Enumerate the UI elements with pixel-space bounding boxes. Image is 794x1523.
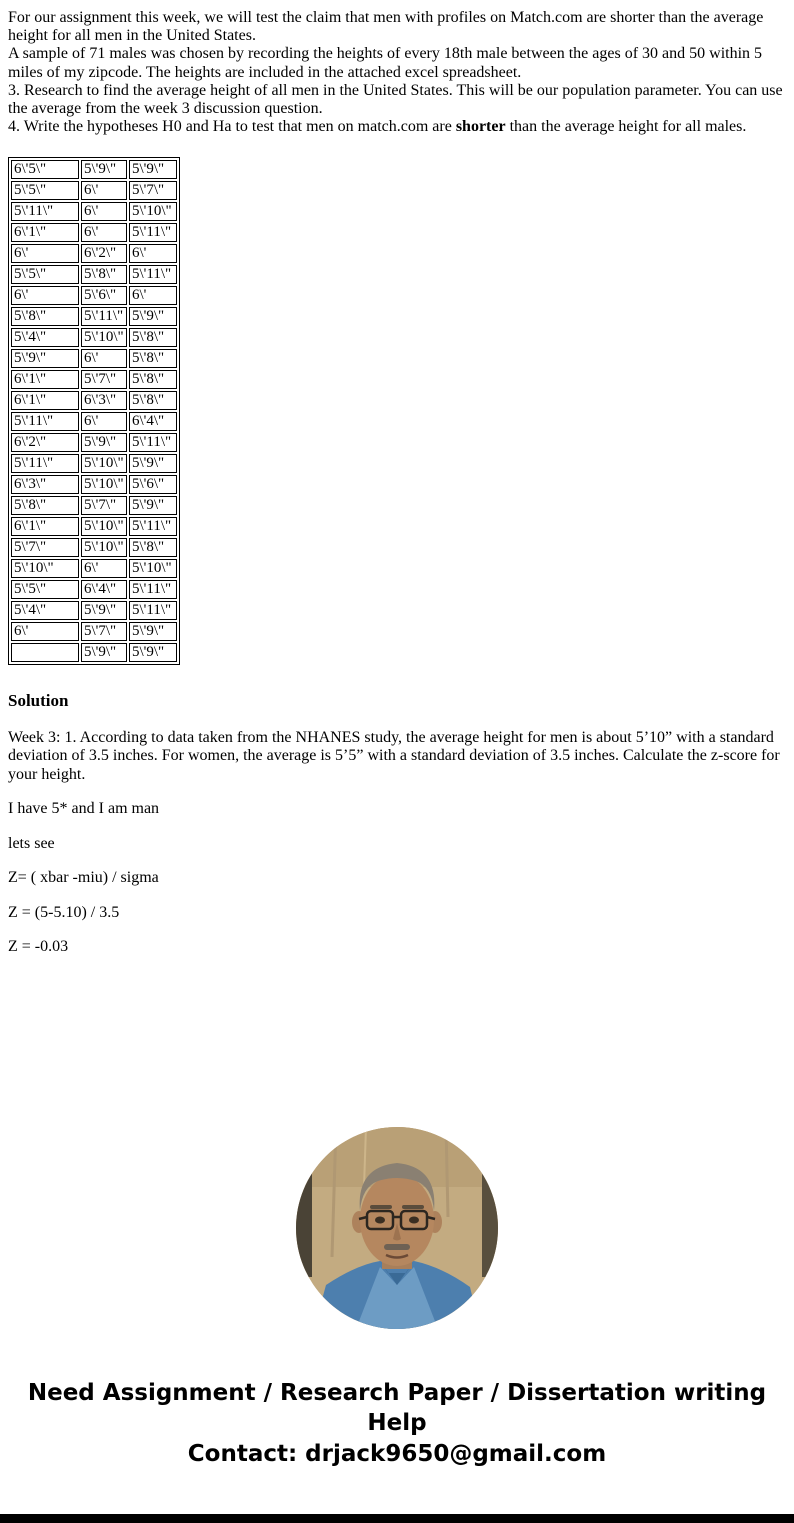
table-row xyxy=(11,307,177,326)
table-row xyxy=(11,181,177,200)
assignment-paragraph-4 xyxy=(8,118,786,136)
table-cell: 6\'1\" xyxy=(11,391,79,410)
table-cell: 6\' xyxy=(81,202,127,221)
table-cell: 6\'2\" xyxy=(81,244,127,263)
table-cell: 6\' xyxy=(11,286,79,305)
table-cell: 5\'6\" xyxy=(129,475,177,494)
table-cell: 5\'8\" xyxy=(129,538,177,557)
table-cell: 5\'6\" xyxy=(81,286,127,305)
table-cell: 5\'7\" xyxy=(81,370,127,389)
table-cell: 5\'11\" xyxy=(11,412,79,431)
assignment-paragraph-2: A sample of 71 males was chosen by recording the heights of every 18th male between the ages of 30 and 50 within 5 miles of my zipcode. The heights are included in the attached excel spreadsheet. xyxy=(8,45,763,81)
paragraph-4-bold-shorter: shorter xyxy=(455,118,506,136)
table-cell: 5\'8\" xyxy=(11,307,79,326)
table-cell: 5\'5\" xyxy=(11,580,79,599)
table-cell: 5\'10\" xyxy=(129,559,177,578)
table-cell: 5\'9\" xyxy=(129,643,177,662)
table-cell: 6\' xyxy=(81,223,127,242)
table-cell: 5\'10\" xyxy=(81,475,127,494)
table-cell: 5\'11\" xyxy=(81,307,127,326)
table-cell: 6\' xyxy=(11,622,79,641)
table-cell: 5\'9\" xyxy=(129,307,177,326)
bottom-black-bar xyxy=(0,1514,794,1523)
table-cell: 5\'8\" xyxy=(129,349,177,368)
table-cell: 6\' xyxy=(81,349,127,368)
table-cell: 5\'4\" xyxy=(11,328,79,347)
table-cell: 5\'11\" xyxy=(129,601,177,620)
table-cell: 5\'10\" xyxy=(129,202,177,221)
table-cell: 5\'7\" xyxy=(11,538,79,557)
table-cell: 6\' xyxy=(81,559,127,578)
assignment-paragraph-3: 3. Research to find the average height of all men in the United States. This will be our population parameter. You can use the average from the week 3 discussion question. xyxy=(8,81,783,118)
solution-paragraph-6: Z = -0.03 xyxy=(8,938,69,956)
table-row xyxy=(11,475,177,494)
table-cell: 5\'9\" xyxy=(81,643,127,662)
profile-photo xyxy=(296,1127,498,1329)
table-cell: 5\'7\" xyxy=(129,181,177,200)
assignment-paragraph-1: For our assignment this week, we will test the claim that men with profiles on Match.com are shorter than the average height for all men in the United States. xyxy=(8,9,764,45)
table-cell: 5\'8\" xyxy=(81,265,127,284)
table-cell: 6\'1\" xyxy=(11,370,79,389)
table-cell xyxy=(11,643,79,662)
table-cell: 5\'8\" xyxy=(129,328,177,347)
table-cell: 6\'1\" xyxy=(11,517,79,536)
footer-banner xyxy=(8,1379,786,1470)
table-cell: 5\'4\" xyxy=(11,601,79,620)
table-row xyxy=(11,244,177,263)
table-row xyxy=(11,559,177,578)
table-cell: 5\'11\" xyxy=(11,454,79,473)
table-cell: 6\'2\" xyxy=(11,433,79,452)
table-cell: 5\'11\" xyxy=(129,433,177,452)
heights-table-body xyxy=(11,160,177,662)
table-cell: 6\'3\" xyxy=(81,391,127,410)
table-cell: 6\'4\" xyxy=(129,412,177,431)
table-cell: 6\'1\" xyxy=(11,223,79,242)
table-row xyxy=(11,202,177,221)
table-row xyxy=(11,265,177,284)
table-row xyxy=(11,412,177,431)
table-row xyxy=(11,370,177,389)
table-cell: 5\'7\" xyxy=(81,496,127,515)
table-cell: 5\'9\" xyxy=(81,433,127,452)
table-cell: 6\'4\" xyxy=(81,580,127,599)
table-cell: 5\'11\" xyxy=(129,265,177,284)
table-row xyxy=(11,328,177,347)
heights-table xyxy=(8,157,180,665)
table-cell: 5\'5\" xyxy=(11,265,79,284)
table-row xyxy=(11,160,177,179)
table-cell: 5\'9\" xyxy=(81,160,127,179)
table-cell: 5\'9\" xyxy=(129,622,177,641)
table-cell: 6\' xyxy=(129,286,177,305)
solution-paragraph-1: Week 3: 1. According to data taken from the NHANES study, the average height for men is about 5’10” with a standard deviation of 3.5 inches. For women, the average is 5’5” with a standard deviation of 3.5 inches. Calculate the z-score for your height. xyxy=(8,728,780,783)
solution-heading: Solution xyxy=(8,690,69,710)
table-cell: 5\'9\" xyxy=(81,601,127,620)
table-cell: 5\'10\" xyxy=(81,328,127,347)
table-row xyxy=(11,286,177,305)
solution-paragraph-2: I have 5* and I am man xyxy=(8,800,160,818)
table-cell: 5\'11\" xyxy=(129,223,177,242)
solution-paragraph-3: lets see xyxy=(8,834,55,852)
table-cell: 5\'11\" xyxy=(129,580,177,599)
table-cell: 5\'5\" xyxy=(11,181,79,200)
table-row xyxy=(11,643,177,662)
table-row xyxy=(11,538,177,557)
table-cell: 5\'10\" xyxy=(11,559,79,578)
table-cell: 5\'8\" xyxy=(11,496,79,515)
table-cell: 6\'5\" xyxy=(11,160,79,179)
table-row xyxy=(11,223,177,242)
table-cell: 5\'10\" xyxy=(81,454,127,473)
table-cell: 5\'7\" xyxy=(81,622,127,641)
table-cell: 5\'9\" xyxy=(11,349,79,368)
solution-paragraph-4: Z= ( xbar -miu) / sigma xyxy=(8,869,159,887)
table-cell: 6\' xyxy=(81,412,127,431)
table-row xyxy=(11,517,177,536)
table-cell: 5\'9\" xyxy=(129,496,177,515)
table-row xyxy=(11,454,177,473)
table-cell: 5\'8\" xyxy=(129,370,177,389)
table-row xyxy=(11,622,177,641)
table-row xyxy=(11,391,177,410)
table-cell: 5\'10\" xyxy=(81,538,127,557)
table-row xyxy=(11,496,177,515)
table-cell: 5\'11\" xyxy=(129,517,177,536)
table-cell: 5\'9\" xyxy=(129,454,177,473)
paragraph-4-after: than the average height for all males. xyxy=(505,118,747,136)
table-row xyxy=(11,349,177,368)
table-cell: 6\' xyxy=(81,181,127,200)
solution-paragraph-5: Z = (5-5.10) / 3.5 xyxy=(8,903,120,921)
table-cell: 5\'8\" xyxy=(129,391,177,410)
paragraph-4-before: 4. Write the hypotheses H0 and Ha to test that men on match.com are xyxy=(8,118,456,136)
profile-photo-illustration xyxy=(296,1127,498,1329)
table-cell: 6\'3\" xyxy=(11,475,79,494)
footer-help-heading: Need Assignment / Research Paper / Dissertation writing Help xyxy=(27,1380,767,1436)
table-row xyxy=(11,433,177,452)
table-cell: 5\'9\" xyxy=(129,160,177,179)
table-cell: 6\' xyxy=(11,244,79,263)
footer-contact-email: Contact: drjack9650@gmail.com xyxy=(187,1440,607,1467)
table-row xyxy=(11,601,177,620)
table-cell: 5\'11\" xyxy=(11,202,79,221)
table-row xyxy=(11,580,177,599)
table-cell: 5\'10\" xyxy=(81,517,127,536)
table-cell: 6\' xyxy=(129,244,177,263)
